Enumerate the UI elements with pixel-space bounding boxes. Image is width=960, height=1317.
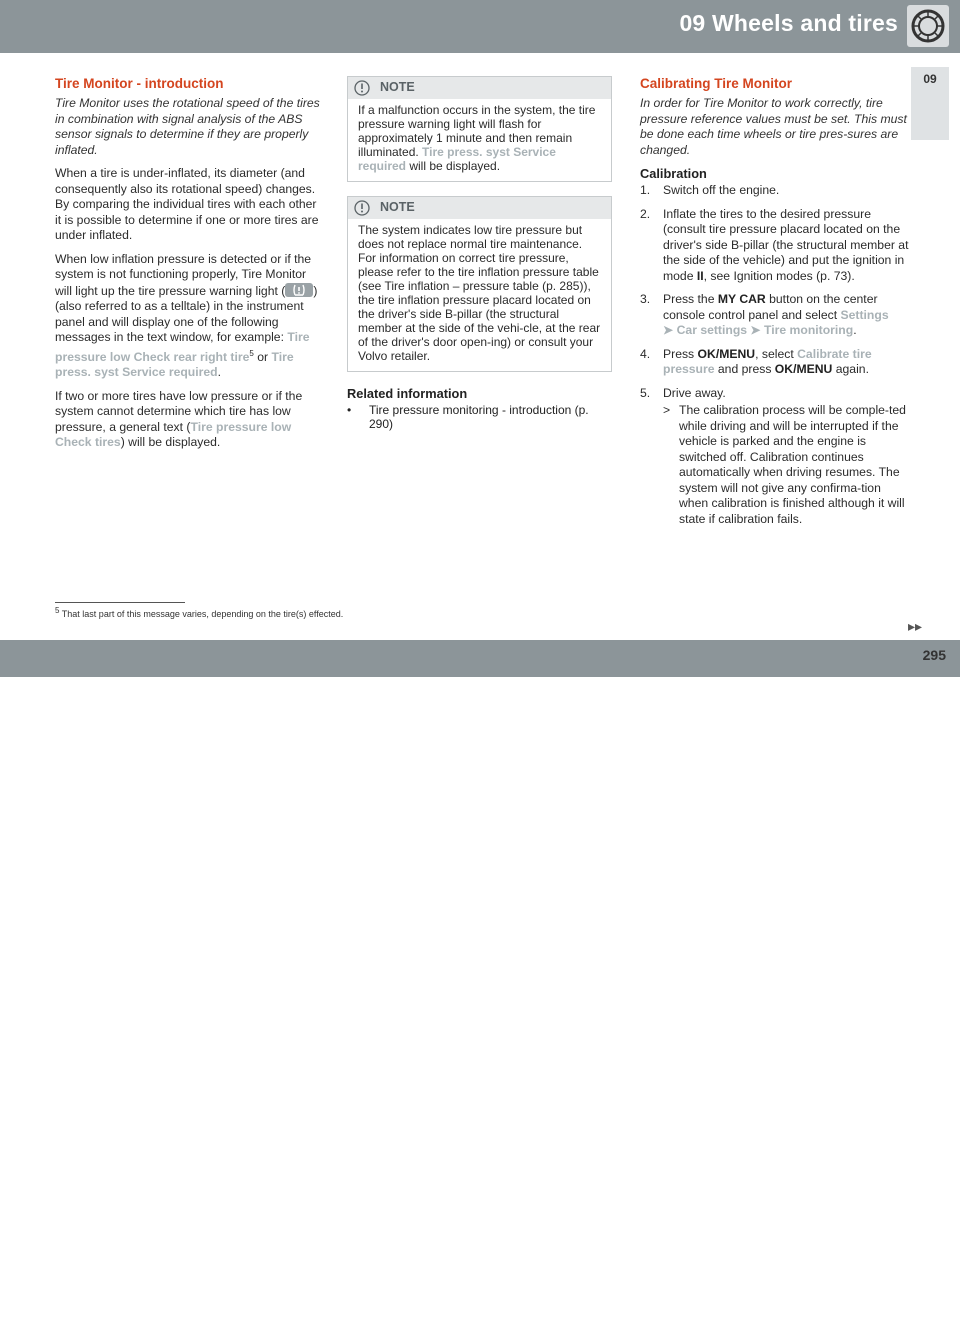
display-message: Tire pressure low Check tires [55,419,292,450]
note-body: The system indicates low tire pressure but does not replace normal tire maintenance. For information on correct tire pressure, please refer to the tire inflation pressure table (see Tire inflation – pressure table (p. 285)), the tire inflation pressure placard located on the driver's side B-pillar (the structural member at the side of the vehi-cle, at the rear of the driver's door open-ing) or consult your Volvo retailer. [358,223,601,363]
ignition-mode: II [696,268,704,283]
menu-item: Settings [840,307,889,322]
substep [663,403,910,527]
text-span: If two or more tires have low pressure or if the system cannot determine which tire has low pressure, a general text ( [55,388,303,434]
step-text: Switch off the engine. [663,183,780,197]
note-header [348,197,611,219]
display-message: Tire press. syst Service required [55,349,294,380]
chapter-tab-label: 09 [923,72,937,86]
menu-item: Tire monitoring [764,323,854,337]
section-heading: Calibrating Tire Monitor [640,76,793,91]
step-number: 5. [640,385,651,400]
note-header [348,77,611,99]
step [640,386,910,528]
text-span: If a malfunction occurs in the system, the tire pressure warning light will flash for approximately 1 minute and then remain illuminated. [358,103,596,159]
footnote-text: That last part of this message varies, depending on the tire(s) effected. [61,609,344,619]
page-header [0,0,960,53]
text-span: ) will be displayed. [120,435,221,450]
button-name: OK/MENU [697,346,756,361]
step-text: and press [714,362,775,376]
step-number: 4. [640,346,651,361]
step-text: again. [832,362,869,376]
step [640,292,910,339]
note-box [347,196,612,372]
text-span: or [253,349,272,364]
step-text: Press the [663,292,718,306]
tire-pressure-warning-icon [285,283,313,297]
section-intro: In order for Tire Monitor to work correctly, tire pressure reference values must be set. This must be done each time wheels or tire pres-sures are changed. [640,96,907,157]
footnote-divider [55,602,185,603]
footnote [55,606,343,619]
step [640,207,910,285]
page-footer [0,640,960,1316]
step-number: 3. [640,292,651,306]
step [640,347,910,378]
section-intro: Tire Monitor uses the rotational speed of the tires in combination with signal analysis of the ABS sensor signals to determine if they are properly inflated. [55,96,320,157]
column-notes [347,76,612,431]
note-title: NOTE [380,200,415,214]
step-text: Inflate the tires to the desired pressure (consult tire pressure placard located on the driver's side B-pillar (the structural member at the side of the vehicle) and put the ignition in mode [663,206,909,283]
paragraph [55,389,323,451]
tire-icon [907,5,949,47]
watermark: carmanualsonline.info [621,1283,950,1316]
step [640,183,910,199]
text-span: When low inflation pressure is detected or if the system is not functioning properly, Tire Monitor will light up the tire pressure warning light ( [55,251,312,298]
step-number: 1. [640,183,651,197]
footnote-number: 5 [55,606,60,615]
paragraph [55,252,323,381]
footnote-ref[interactable]: 5 [249,348,254,358]
menu-arrow-icon: ➤ [663,323,677,337]
display-message: Tire press. syst Service required [358,145,556,173]
button-name: MY CAR [717,292,766,306]
text-span: . [217,365,221,380]
substep-text: The calibration process will be comple-ted while driving and will be interrupted if the vehicle is parked and the engine is switched off. Calibration continues automatically when driving resumes. The system will not give any confirma-tion when calibration is finished although it will state if calibration fails. [679,403,906,526]
related-info-list [347,403,612,431]
calibration-steps [640,183,910,527]
bullet-icon: • [347,403,352,417]
button-name: OK/MENU [774,362,833,376]
text-span: ) (also referred to as a telltale) in the instrument panel and will display one of the following messages in the text window, for example: [55,283,318,344]
note-title: NOTE [380,80,415,94]
chapter-tab[interactable] [911,67,949,140]
note-box [347,76,612,182]
step-text: , see Ignition modes (p. 73). [703,268,855,283]
column-calibrating [640,76,910,535]
next-page-icon[interactable]: ▸▸ [907,618,922,634]
step-text: , select [755,346,798,361]
step-text: Drive away. [663,385,726,400]
page-number: 295 [922,647,946,663]
info-icon [354,80,370,96]
column-tire-monitor-intro [55,76,323,459]
chapter-title: 09 Wheels and tires [679,10,898,36]
info-icon [354,200,370,216]
section-heading: Tire Monitor - introduction [55,76,224,91]
text-span: will be displayed. [406,159,501,173]
menu-item: Calibrate tire pressure [663,346,872,376]
step-number: 2. [640,206,651,221]
paragraph: When a tire is under-inflated, its diameter (and consequently also its rotational speed) changes. By comparing the individual tires with each other it is possible to determine if one or more tires are under inflated. [55,166,319,242]
menu-arrow-icon: ➤ [747,323,765,337]
display-message: Tire pressure low Check rear right tire [55,330,310,364]
subheading: Calibration [640,166,707,181]
step-text: button on the center console control panel and select [663,292,878,322]
step-text: Press [663,346,698,361]
related-info-label: Tire pressure monitoring - introduction (p. 290) [369,403,589,431]
related-info-link[interactable] [347,403,612,431]
menu-item: Car settings [676,323,748,337]
result-arrow-icon: > [663,403,671,417]
step-text: . [853,323,857,337]
note-body [348,99,611,181]
related-info-heading: Related information [347,386,468,401]
